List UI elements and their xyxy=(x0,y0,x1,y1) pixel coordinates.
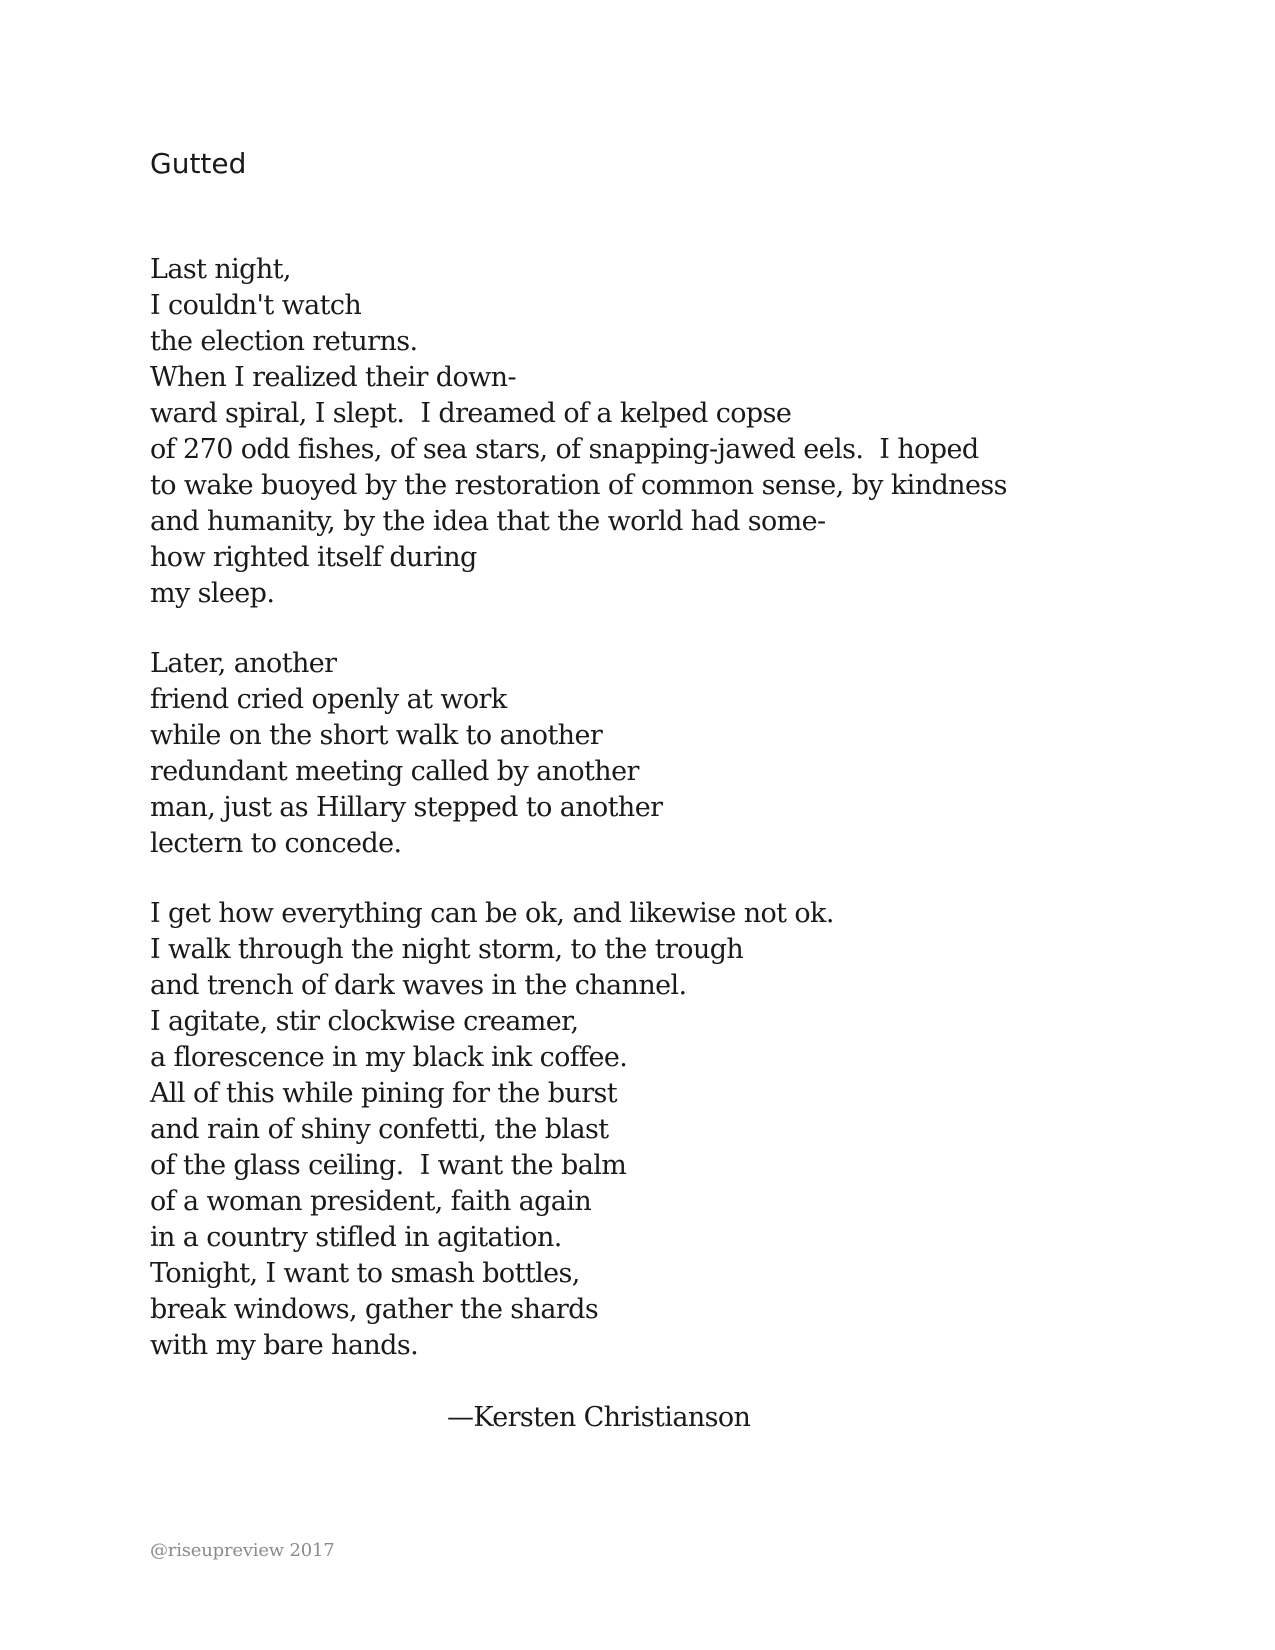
poem-line: Tonight, I want to smash bottles, xyxy=(150,1258,580,1289)
poem-body xyxy=(150,252,1200,1364)
poem-line: and rain of shiny confetti, the blast xyxy=(150,1114,609,1145)
poem-line: I agitate, stir clockwise creamer, xyxy=(150,1006,579,1037)
author-attribution: —Kersten Christianson xyxy=(447,1402,751,1433)
stanza-2 xyxy=(150,646,1200,862)
stanza-1 xyxy=(150,252,1200,612)
poem-line: my sleep. xyxy=(150,578,275,609)
poem-line: of 270 odd fishes, of sea stars, of snapping-jawed eels. I hoped xyxy=(150,434,979,465)
poem-line: I couldn't watch xyxy=(150,290,362,321)
poem-line: man, just as Hillary stepped to another xyxy=(150,792,663,823)
poem-line: All of this while pining for the burst xyxy=(150,1078,618,1109)
poem-line: I walk through the night storm, to the trough xyxy=(150,934,744,965)
poem-line: of the glass ceiling. I want the balm xyxy=(150,1150,627,1181)
poem-line: the election returns. xyxy=(150,326,418,357)
poem-line: and humanity, by the idea that the world had some- xyxy=(150,506,826,537)
poem-title: Gutted xyxy=(150,147,247,180)
stanza-3 xyxy=(150,896,1200,1364)
poem-line: and trench of dark waves in the channel. xyxy=(150,970,687,1001)
poem-line: a florescence in my black ink coffee. xyxy=(150,1042,628,1073)
poem-line: redundant meeting called by another xyxy=(150,756,639,787)
poem-line: Last night, xyxy=(150,254,291,285)
poem-line: When I realized their down- xyxy=(150,362,516,393)
poem-line: how righted itself during xyxy=(150,542,477,573)
poem-line: Later, another xyxy=(150,648,337,679)
poem-line: of a woman president, faith again xyxy=(150,1186,592,1217)
poem-line: I get how everything can be ok, and likewise not ok. xyxy=(150,898,834,929)
poem-line: break windows, gather the shards xyxy=(150,1294,599,1325)
poem-line: in a country stifled in agitation. xyxy=(150,1222,562,1253)
poem-line: ward spiral, I slept. I dreamed of a kelped copse xyxy=(150,398,792,429)
poem-line: lectern to concede. xyxy=(150,828,402,859)
poem-line: friend cried openly at work xyxy=(150,684,507,715)
poem-line: with my bare hands. xyxy=(150,1330,419,1361)
poem-line: while on the short walk to another xyxy=(150,720,603,751)
poem-line: to wake buoyed by the restoration of common sense, by kindness xyxy=(150,470,1007,501)
footer-credit: @riseupreview 2017 xyxy=(150,1540,335,1561)
